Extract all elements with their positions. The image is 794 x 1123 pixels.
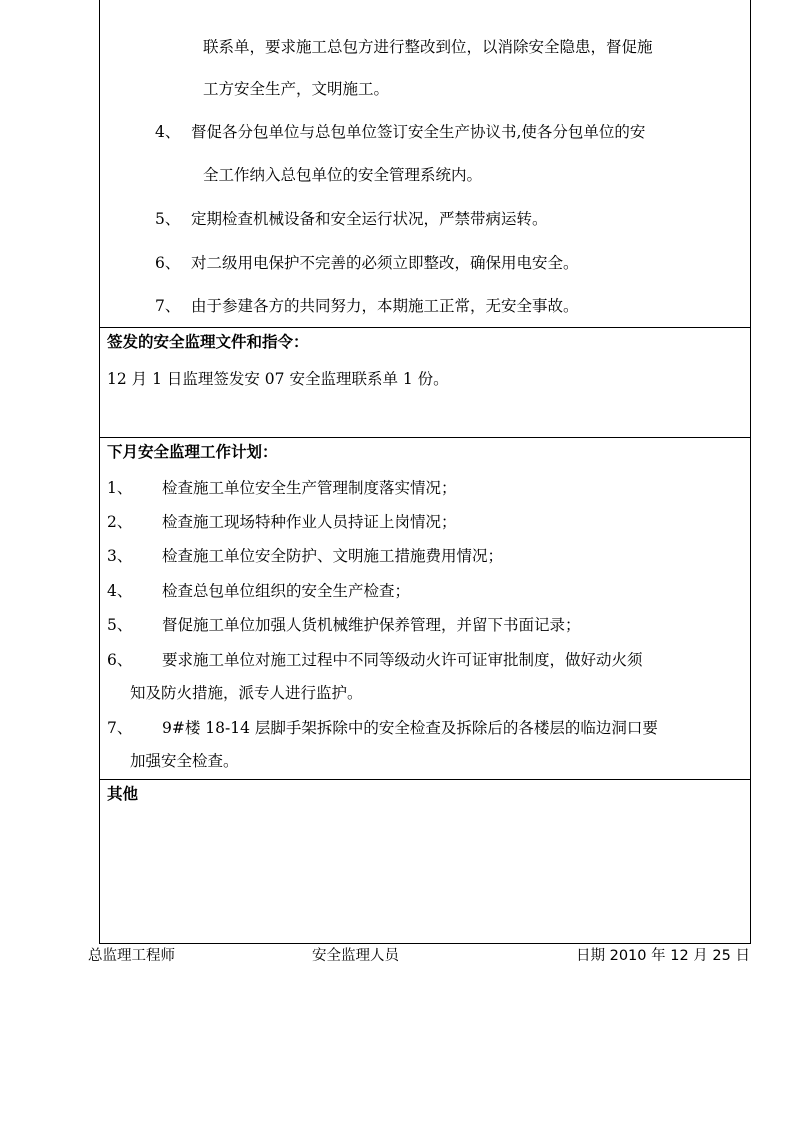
plan-item-number: 1、 [107, 479, 133, 497]
item-number: 4、 [155, 123, 181, 141]
section-other [100, 780, 750, 944]
section-next-month-plan [100, 438, 750, 780]
item-text-cont: 全工作纳入总包单位的安全管理系统内。 [203, 166, 483, 184]
plan-item-text-cont: 知及防火措施，派专人进行监护。 [130, 684, 363, 702]
plan-item-text: 9#楼 18-14 层脚手架拆除中的安全检查及拆除后的各楼层的临边洞口要 [162, 719, 658, 737]
section-heading: 下月安全监理工作计划： [107, 442, 278, 461]
plan-item-text: 督促施工单位加强人货机械维护保养管理，并留下书面记录； [162, 616, 581, 634]
plan-item-text: 检查施工现场特种作业人员持证上岗情况； [162, 513, 457, 531]
plan-item-number: 6、 [107, 651, 133, 669]
plan-item-number: 2、 [107, 513, 133, 531]
plan-item-text: 检查施工单位安全生产管理制度落实情况； [162, 479, 457, 497]
item-text: 由于参建各方的共同努力，本期施工正常，无安全事故。 [191, 297, 579, 315]
chief-engineer-label: 总监理工程师 [88, 948, 175, 964]
continuation-line-2: 工方安全生产，文明施工。 [203, 80, 390, 98]
plan-item-text: 检查总包单位组织的安全生产检查； [162, 582, 411, 600]
section-heading: 其他 [107, 784, 139, 803]
plan-item-number: 3、 [107, 547, 133, 565]
plan-item-number: 5、 [107, 616, 133, 634]
item-number: 7、 [155, 297, 181, 315]
safety-staff-label: 安全监理人员 [312, 948, 399, 964]
plan-item-number: 7、 [107, 719, 133, 737]
section-issued-documents [100, 328, 750, 438]
section-content: 12 月 1 日监理签发安 07 安全监理联系单 1 份。 [107, 370, 449, 388]
section-previous-work [100, 0, 750, 328]
continuation-line-1: 联系单，要求施工总包方进行整改到位，以消除安全隐患，督促施 [203, 38, 653, 56]
report-date: 日期 2010 年 12 月 25 日 [576, 948, 750, 964]
plan-item-number: 4、 [107, 582, 133, 600]
section-heading: 签发的安全监理文件和指令： [107, 332, 309, 351]
item-text: 定期检查机械设备和安全运行状况，严禁带病运转。 [191, 210, 548, 228]
item-number: 5、 [155, 210, 181, 228]
report-table [99, 0, 751, 944]
plan-item-text-cont: 加强安全检查。 [130, 752, 239, 770]
plan-item-text: 检查施工单位安全防护、文明施工措施费用情况； [162, 547, 504, 565]
item-text: 督促各分包单位与总包单位签订安全生产协议书,使各分包单位的安 [191, 123, 646, 141]
item-text: 对二级用电保护不完善的必须立即整改，确保用电安全。 [191, 254, 579, 272]
item-number: 6、 [155, 254, 181, 272]
plan-item-text: 要求施工单位对施工过程中不同等级动火许可证审批制度，做好动火须 [162, 651, 643, 669]
